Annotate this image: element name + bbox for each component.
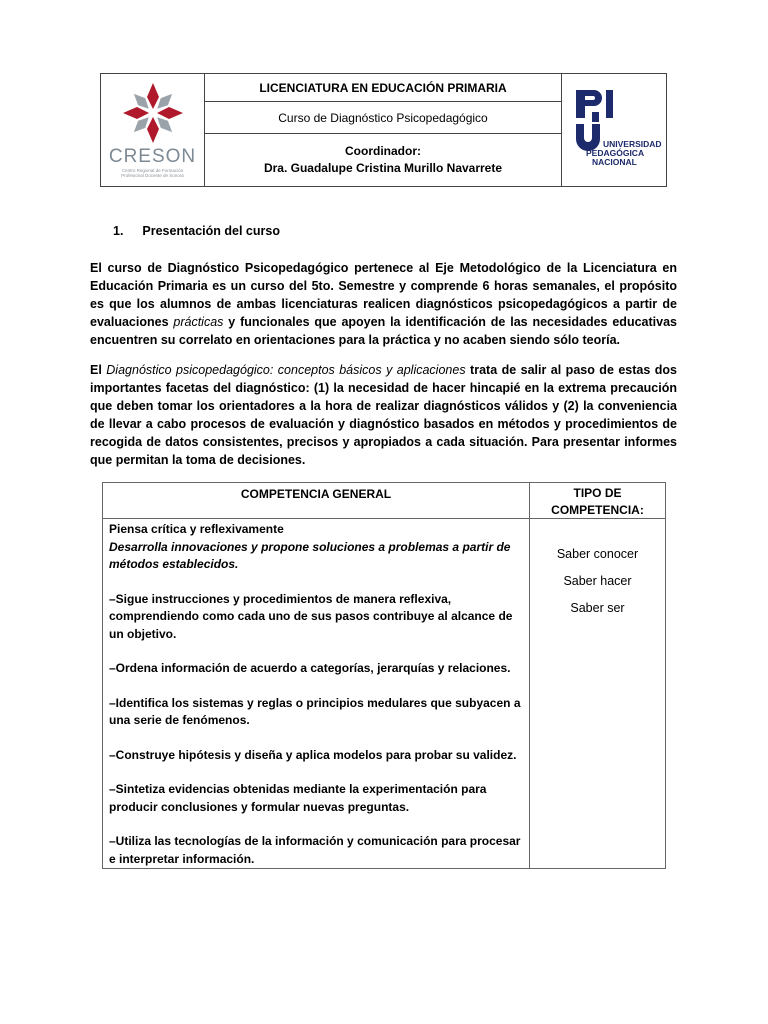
type-saber-conocer: Saber conocer xyxy=(556,547,639,561)
paragraph-2: El Diagnóstico psicopedagógico: conceptos básicos y aplicaciones trata de salir al paso de estas dos importantes facetas del diagnóstico: (1) la necesidad de hacer hincapié en la extrema precaución que deben tomar los orientadores a la hora de realizar diagnósticos válidos y (2) la conveniencia de llevar a cabo procesos de evaluación y diagnóstico basados en métodos y procedimientos de recogida de datos consistentes, precisos y apropiados a cada situación. Para presentar informes que permitan la toma de decisiones. xyxy=(90,363,677,467)
program-title: LICENCIATURA EN EDUCACIÓN PRIMARIA xyxy=(205,74,561,102)
section-number: 1. xyxy=(113,224,124,238)
type-saber-ser: Saber ser xyxy=(570,601,625,615)
column-header-type: TIPO DE COMPETENCIA: xyxy=(530,483,665,519)
competency-subtitle: Desarrolla innovaciones y propone soluciones a problemas a partir de métodos establecidos. xyxy=(109,539,511,571)
coordinator-label: Coordinador: xyxy=(345,144,421,158)
competency-list xyxy=(103,519,530,868)
list-item: –Utiliza las tecnologías de la información y comunicación para procesar e interpretar información. xyxy=(109,834,521,866)
creson-wordmark: CRESON xyxy=(108,146,197,167)
creson-subtitle: Centro Regional de Formación Profesional Docente de Sonora xyxy=(121,168,184,178)
coordinator-block xyxy=(205,134,561,186)
list-item: –Sintetiza evidencias obtenidas mediante la experimentación para producir conclusiones y formular nuevas preguntas. xyxy=(109,782,487,814)
competency-types xyxy=(530,519,665,868)
list-item: –Construye hipótesis y diseña y aplica modelos para probar su validez. xyxy=(109,747,517,762)
header-info xyxy=(205,74,562,186)
paragraph-1: El curso de Diagnóstico Psicopedagógico pertenece al Eje Metodológico de la Licenciatura en Educación Primaria es un curso del 5to. Semestre y comprende 6 horas semanales, el propósito es que los alumnos de ambas licenciaturas realicen diagnósticos psicopedagógicos a partir de evaluaciones prácticas y funcionales que apoyen la identificación de las necesidades educativas encuentren su correlato en orientaciones para la práctica y no acaben siendo sólo teoría. xyxy=(90,261,677,347)
competency-table xyxy=(102,482,666,869)
creson-logo xyxy=(101,74,205,186)
upn-name: UNIVERSIDAD PEDAGÓGICA NACIONAL xyxy=(586,139,662,167)
coordinator-name: Dra. Guadalupe Cristina Murillo Navarrete xyxy=(263,161,503,175)
list-item: –Identifica los sistemas y reglas o principios medulares que subyacen a una serie de fenómenos. xyxy=(109,695,521,727)
section-heading xyxy=(113,224,280,238)
header-table xyxy=(100,73,667,187)
competency-title: Piensa crítica y reflexivamente xyxy=(109,522,284,536)
type-saber-hacer: Saber hacer xyxy=(563,574,632,588)
course-title: Curso de Diagnóstico Psicopedagógico xyxy=(205,102,561,134)
creson-emblem-icon xyxy=(118,78,188,148)
section-title: Presentación del curso xyxy=(142,224,280,238)
column-header-general: COMPETENCIA GENERAL xyxy=(103,483,530,519)
list-item: –Ordena información de acuerdo a categorías, jerarquías y relaciones. xyxy=(109,661,511,675)
upn-logo xyxy=(562,74,666,186)
list-item: –Sigue instrucciones y procedimientos de manera reflexiva, comprendiendo como cada uno de sus pasos contribuye al alcance de un objetivo. xyxy=(109,591,513,641)
